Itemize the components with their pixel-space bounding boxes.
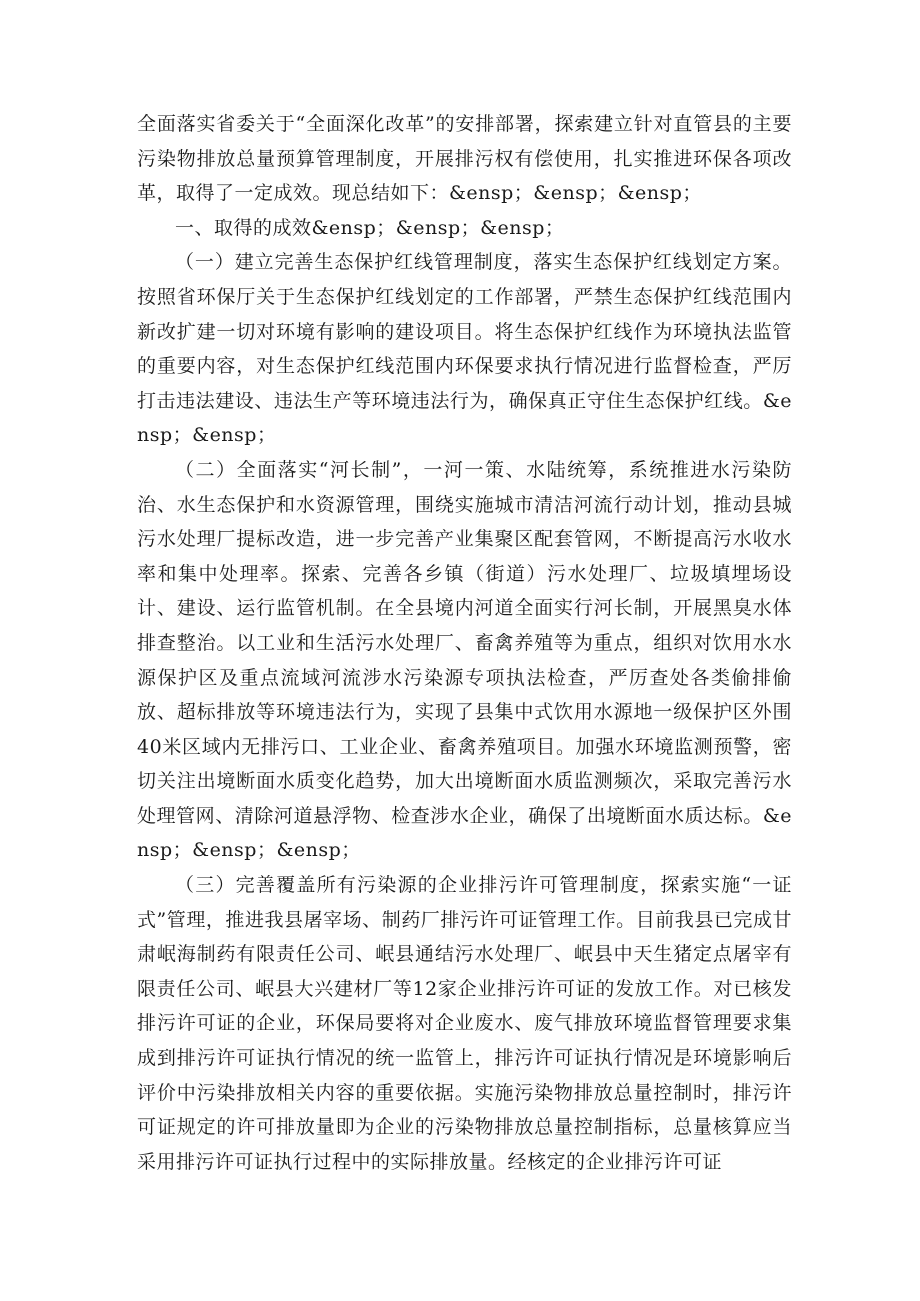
section-heading-achievements: 一、取得的成效&ensp；&ensp；&ensp； xyxy=(175,216,565,239)
section-3-paragraph: （三）完善覆盖所有污染源的企业排污许可管理制度，探索实施“一证式”管理，推进我县屠宰场、制药厂排污许可证管理工作。目前我县已完成甘肃岷海制药有限责任公司、岷县通结污水处理厂、岷县中天生猪定点屠宰有限责任公司、岷县大兴建材厂等12家企业排污许可证的发放工作。对已核发排污许可证的企业，环保局要将对企业废水、废气排放环境监督管理要求集成到排污许可证执行情况的统一监管上，排污许可证执行情况是环境影响后评价中污染排放相关内容的重要依据。实施污染物排放总量控制时，排污许可证规定的许可排放量即为企业的污染物排放总量控制指标，总量核算应当采用排污许可证执行过程中的实际排放量。经核定的企业排污许可证 xyxy=(137,874,792,1173)
intro-paragraph: 全面落实省委关于“全面深化改革”的安排部署，探索建立针对直管县的主要污染物排放总量预算管理制度，开展排污权有偿使用，扎实推进环保各项改革，取得了一定成效。现总结如下：&ensp；&ensp；&ensp； xyxy=(137,113,792,205)
section-2-paragraph: （二）全面落实“河长制”，一河一策、水陆统筹，系统推进水污染防治、水生态保护和水资源管理，围绕实施城市清洁河流行动计划，推动县城污水处理厂提标改造，进一步完善产业集聚区配套管网，不断提高污水收水率和集中处理率。探索、完善各乡镇（街道）污水处理厂、垃圾填埋场设计、建设、运行监管机制。在全县境内河道全面实行河长制，开展黑臭水体排查整治。以工业和生活污水处理厂、畜禽养殖等为重点，组织对饮用水水源保护区及重点流域河流涉水污染源专项执法检查，严厉查处各类偷排偷放、超标排放等环境违法行为，实现了县集中式饮用水源地一级保护区外围40米区域内无排污口、工业企业、畜禽养殖项目。加强水环境监测预警，密切关注出境断面水质变化趋势，加大出境断面水质监测频次，采取完善污水处理管网、清除河道悬浮物、检查涉水企业，确保了出境断面水质达标。&ensp；&ensp；&ensp； xyxy=(137,458,792,862)
section-1-paragraph: （一）建立完善生态保护红线管理制度，落实生态保护红线划定方案。按照省环保厅关于生态保护红线划定的工作部署，严禁生态保护红线范围内新改扩建一切对环境有影响的建设项目。将生态保护红线作为环境执法监管的重要内容，对生态保护红线范围内环保要求执行情况进行监督检查，严厉打击违法建设、违法生产等环境违法行为，确保真正守住生态保护红线。&ensp；&ensp； xyxy=(137,251,792,447)
document-body xyxy=(137,107,792,1179)
